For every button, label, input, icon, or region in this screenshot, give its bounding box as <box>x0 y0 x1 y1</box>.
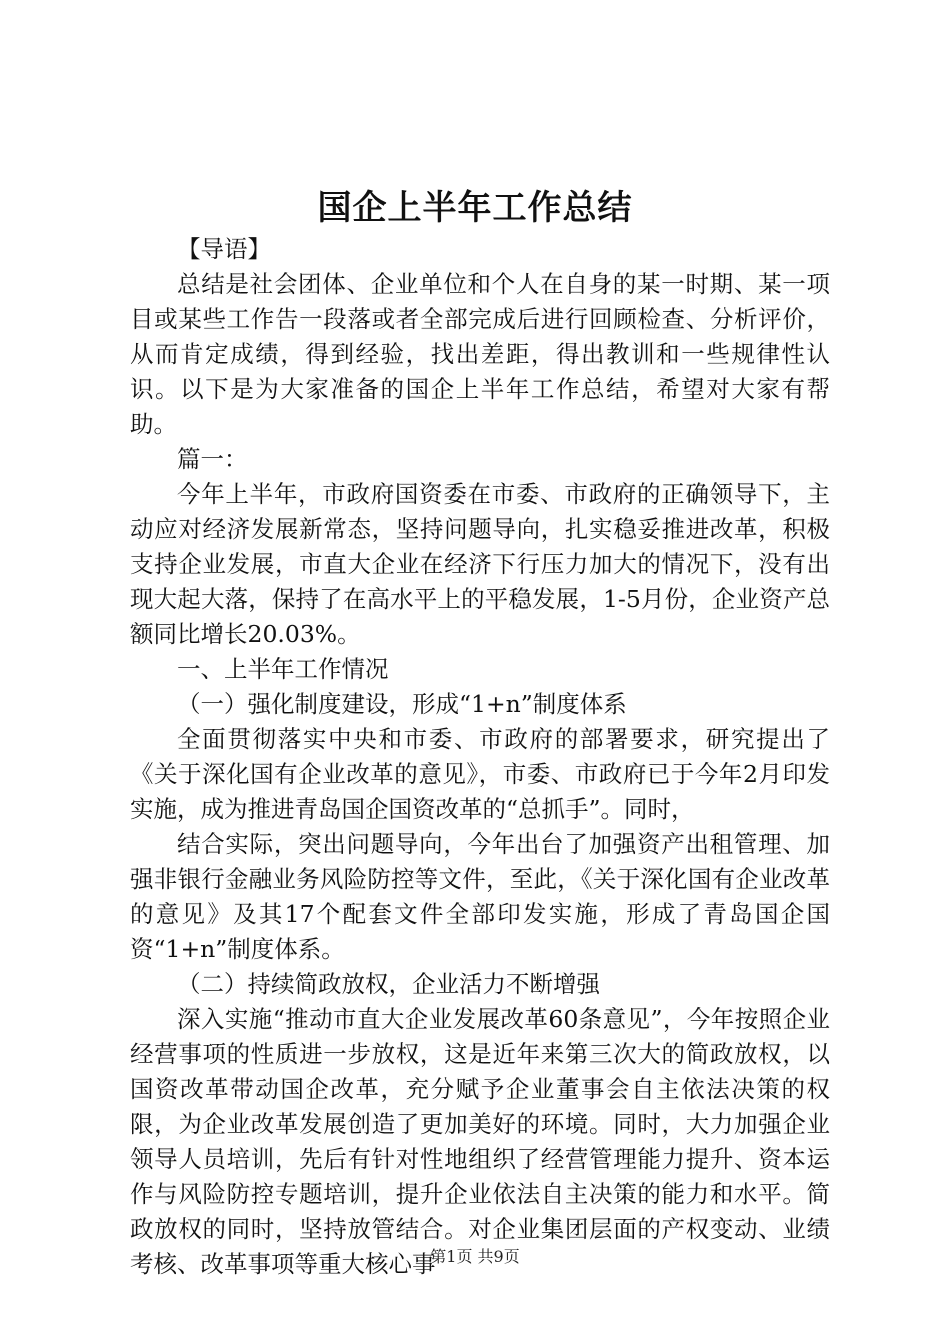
subsection-heading-system-building: （一）强化制度建设，形成“1+n”制度体系 <box>177 690 627 718</box>
body-paragraph: 结合实际，突出问题导向，今年出台了加强资产出租管理、加强非银行金融业务风险防控等文件，至此，《关于深化国有企业改革的意见》及其17个配套文件全部印发实施，形成了青岛国企国资“1+n”制度体系。 <box>130 830 830 963</box>
document-body <box>130 232 830 1282</box>
intro-heading: 【导语】 <box>177 235 271 263</box>
page-number-footer: 第1页 共9页 <box>430 1247 520 1266</box>
intro-paragraph: 总结是社会团体、企业单位和个人在自身的某一时期、某一项目或某些工作告一段落或者全部完成后进行回顾检查、分析评价，从而肯定成绩，得到经验，找出差距，得出教训和一些规律性认识。以下是为大家准备的国企上半年工作总结，希望对大家有帮助。 <box>130 270 830 438</box>
body-paragraph: 深入实施“推动市直大企业发展改革60条意见”，今年按照企业经营事项的性质进一步放权，这是近年来第三次大的简政放权，以国资改革带动国企改革，充分赋予企业董事会自主依法决策的权限，为企业改革发展创造了更加美好的环境。同时，大力加强企业领导人员培训，先后有针对性地组织了经营管理能力提升、资本运作与风险防控专题培训，提升企业依法自主决策的能力和水平。简政放权的同时，坚持放管结合。对企业集团层面的产权变动、业绩考核、改革事项等重大核心事 <box>130 1005 830 1278</box>
subsection-heading-streamline-administration: （二）持续简政放权，企业活力不断增强 <box>177 970 600 998</box>
document-title: 国企上半年工作总结 <box>317 188 633 228</box>
body-paragraph: 今年上半年，市政府国资委在市委、市政府的正确领导下，主动应对经济发展新常态，坚持问题导向，扎实稳妥推进改革，积极支持企业发展，市直大企业在经济下行压力加大的情况下，没有出现大起大落，保持了在高水平上的平稳发展，1-5月份，企业资产总额同比增长20.03%。 <box>130 480 830 648</box>
section-heading-work-status: 一、上半年工作情况 <box>177 655 389 683</box>
body-paragraph: 全面贯彻落实中央和市委、市政府的部署要求，研究提出了《关于深化国有企业改革的意见》，市委、市政府已于今年2月印发实施，成为推进青岛国企国资改革的“总抓手”。同时， <box>130 725 830 823</box>
section-label-part-one: 篇一： <box>177 445 248 473</box>
